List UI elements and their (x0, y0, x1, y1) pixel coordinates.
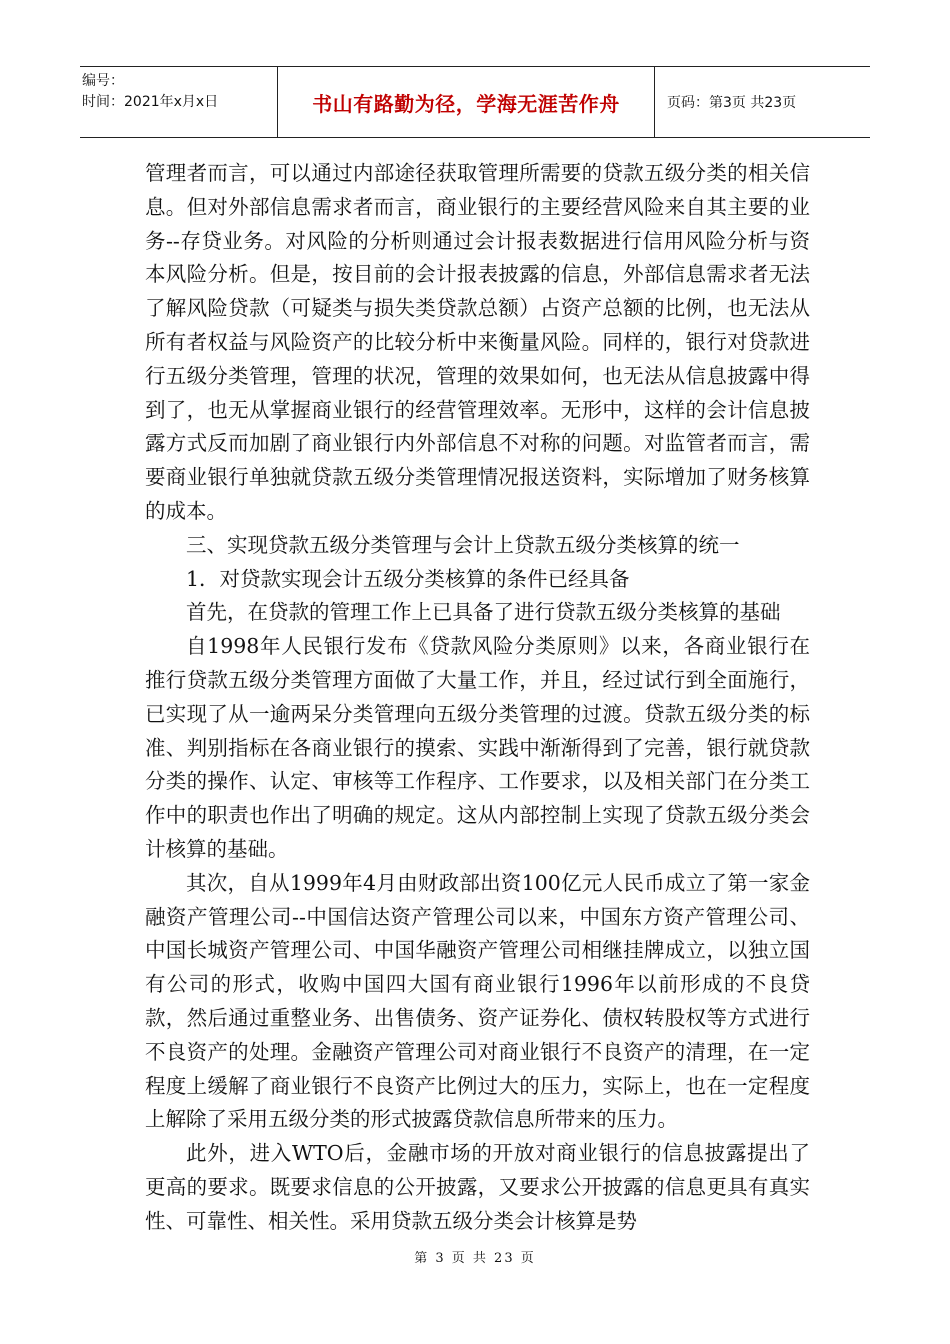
section-heading: 三、实现贷款五级分类管理与会计上贷款五级分类核算的统一 (186, 532, 740, 557)
page-footer: 第 3 页 共 23 页 (414, 1251, 536, 1266)
header-meta (80, 67, 278, 137)
header-motto: 书山有路勤为径，学海无涯苦作舟 (278, 67, 655, 137)
paragraph: 其次，自从1999年4月由财政部出资100亿元人民币成立了第一家金融资产管理公司--中国信达资产管理公司以来，中国东方资产管理公司、中国长城资产管理公司、中国华融资产管理公司相继挂牌成立，以独立国有公司的形式，收购中国四大国有商业银行1996年以前形成的不良贷款，然后通过重整业务、出售债务、资产证券化、债权转股权等方式进行不良资产的处理。金融资产管理公司对商业银行不良资产的清理，在一定程度上缓解了商业银行不良资产比例过大的压力，实际上，也在一定程度上解除了采用五级分类的形式披露贷款信息所带来的压力。 (145, 870, 810, 1132)
document-body (145, 157, 810, 1239)
paragraph: 管理者而言，可以通过内部途径获取管理所需要的贷款五级分类的相关信息。但对外部信息需求者而言，商业银行的主要经营风险来自其主要的业务--存贷业务。对风险的分析则通过会计报表数据进行信用风险分析与资本风险分析。但是，按目前的会计报表披露的信息，外部信息需求者无法了解风险贷款（可疑类与损失类贷款总额）占资产总额的比例，也无法从所有者权益与风险资产的比较分析中来衡量风险。同样的，银行对贷款进行五级分类管理，管理的状况，管理的效果如何，也无法从信息披露中得到了，也无从掌握商业银行的经营管理效率。无形中，这样的会计信息披露方式反而加剧了商业银行内外部信息不对称的问题。对监管者而言，需要商业银行单独就贷款五级分类管理情况报送资料，实际增加了财务核算的成本。 (145, 161, 810, 523)
time-label: 时间：2021年x月x日 (82, 94, 219, 110)
paragraph: 自1998年人民银行发布《贷款风险分类原则》以来，各商业银行在推行贷款五级分类管理方面做了大量工作，并且，经过试行到全面施行，已实现了从一逾两呆分类管理向五级分类管理的过渡。贷款五级分类的标准、判别指标在各商业银行的摸索、实践中渐渐得到了完善，银行就贷款分类的操作、认定、审核等工作程序、工作要求，以及相关部门在分类工作中的职责也作出了明确的规定。这从内部控制上实现了贷款五级分类会计核算的基础。 (145, 634, 810, 861)
header-page-info: 页码：第3页 共23页 (667, 95, 797, 111)
paragraph: 此外，进入WTO后，金融市场的开放对商业银行的信息披露提出了更高的要求。既要求信息的公开披露，又要求公开披露的信息更具有真实性、可靠性、相关性。采用贷款五级分类会计核算是势 (145, 1141, 810, 1233)
subsection-heading: 1．对贷款实现会计五级分类核算的条件已经具备 (186, 566, 630, 591)
document-header (80, 66, 870, 138)
number-label: 编号： (82, 73, 124, 89)
paragraph: 首先，在贷款的管理工作上已具备了进行贷款五级分类核算的基础 (186, 600, 781, 625)
